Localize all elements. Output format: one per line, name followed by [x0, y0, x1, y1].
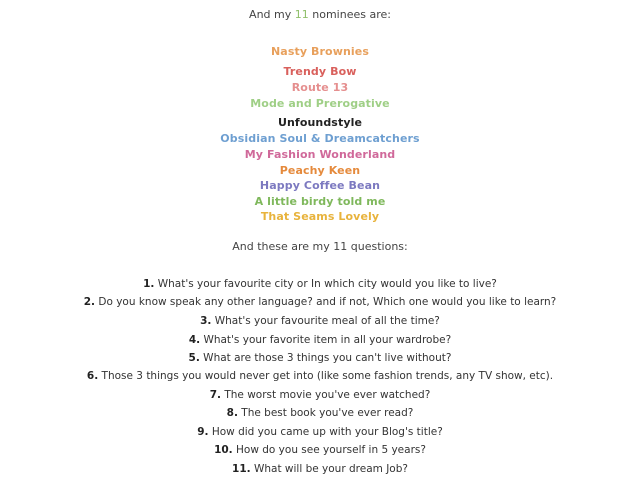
questions-intro: And these are my 11 questions: [232, 240, 408, 253]
question-text: The best book you've ever read? [237, 407, 414, 419]
question-item [0, 351, 640, 365]
question-item [0, 462, 640, 476]
question-item [0, 425, 640, 439]
question-text: Do you know speak any other language? and if not, Which one would you like to learn? [95, 296, 557, 308]
nominee-item[interactable]: Trendy Bow [283, 65, 357, 78]
question-item [0, 369, 640, 383]
nominees-intro-text: And my [249, 8, 295, 21]
nominee-item[interactable]: My Fashion Wonderland [244, 148, 396, 161]
question-item [0, 406, 640, 420]
nominees-count: 11 [294, 8, 309, 21]
question-text: What's your favorite item in all your wardrobe? [200, 334, 452, 346]
nominee-item[interactable]: Peachy Keen [279, 164, 361, 177]
nominee-item[interactable]: Route 13 [291, 81, 349, 94]
question-text: Those 3 things you would never get into (like some fashion trends, any TV show, etc). [98, 370, 554, 382]
question-text: What are those 3 things you can't live without? [199, 352, 452, 364]
nominee-item[interactable]: Mode and Prerogative [250, 97, 390, 110]
question-item [0, 388, 640, 402]
question-item [0, 295, 640, 309]
question-text: What's your favourite city or In which city would you like to live? [154, 278, 497, 290]
question-text: The worst movie you've ever watched? [221, 389, 431, 401]
nominee-item[interactable]: That Seams Lovely [260, 210, 380, 223]
question-item [0, 277, 640, 291]
nominee-item[interactable]: Obsidian Soul & Dreamcatchers [220, 132, 420, 145]
nominee-item[interactable]: Happy Coffee Bean [259, 179, 381, 192]
question-item [0, 314, 640, 328]
question-number: 9. [197, 426, 209, 438]
question-number: 7. [209, 389, 221, 401]
question-text: What will be your dream Job? [250, 463, 408, 475]
question-number: 1. [143, 278, 155, 290]
question-item [0, 443, 640, 457]
question-text: How did you came up with your Blog's title? [208, 426, 443, 438]
question-item [0, 333, 640, 347]
question-number: 5. [188, 352, 200, 364]
question-number: 11. [232, 463, 251, 475]
question-text: What's your favourite meal of all the time? [211, 315, 440, 327]
question-number: 10. [214, 444, 233, 456]
nominees-intro [0, 8, 640, 22]
question-number: 4. [188, 334, 201, 346]
question-number: 8. [226, 407, 238, 419]
nominee-item[interactable]: A little birdy told me [254, 195, 386, 208]
question-number: 3. [200, 315, 212, 327]
nominee-item[interactable]: Unfoundstyle [277, 116, 363, 129]
nominee-item[interactable]: Nasty Brownies [271, 45, 369, 58]
question-number: 6. [86, 370, 99, 382]
nominees-intro-text-end: nominees are: [308, 8, 391, 21]
question-text: How do you see yourself in 5 years? [232, 444, 426, 456]
question-number: 2. [83, 296, 96, 308]
